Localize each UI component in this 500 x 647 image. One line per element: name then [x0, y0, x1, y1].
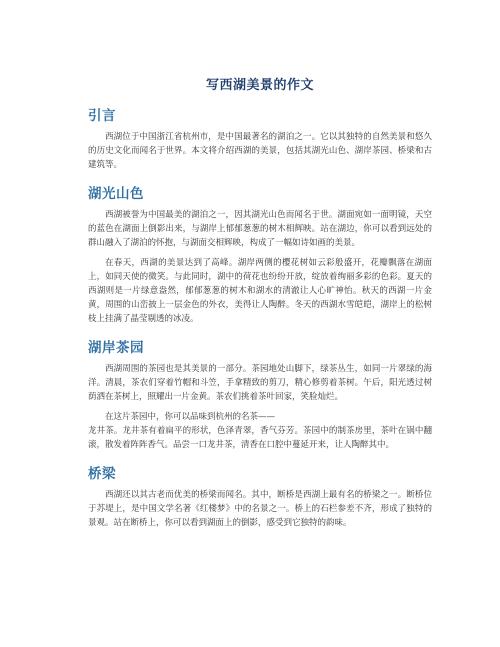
section-heading: 桥梁 [88, 466, 116, 482]
paragraph: 西湖周围的茶园也是其美景的一部分。茶园地处山脚下，绿茶丛生，如同一片翠绿的海洋。清晨，茶农们穿着竹帽和斗笠，手拿精致的剪刀，精心修剪着茶树。午后，阳光透过树荫洒在茶树上，照耀出一片金黄。茶农们挑着茶叶回家，笑脸灿烂。 [88, 364, 432, 402]
section-bridges [88, 462, 432, 530]
paragraph: 西湖被誉为中国最美的湖泊之一，因其湖光山色而闻名于世。湖面宛如一面明镜，天空的蓝色在湖面上倒影出来，与湖岸上郁郁葱葱的树木相辉映。站在湖边，你可以看到远处的群山融入了湖泊的怀抱，与湖面交相辉映，构成了一幅如诗如画的美景。 [88, 210, 432, 248]
document-title: 写西湖美景的作文 [205, 78, 314, 93]
section-tea-garden [88, 336, 432, 452]
section-heading: 引言 [88, 108, 116, 124]
section-lake-scenery [88, 182, 432, 326]
section-intro [88, 104, 432, 172]
section-heading: 湖岸茶园 [88, 340, 144, 356]
paragraph: 在春天，西湖的美景达到了高峰。湖岸两侧的樱花树如云彩般盛开，花瓣飘落在湖面上，如同天使的微笑。与此同时，湖中的荷花也纷纷开放，绽放着绚丽多彩的色彩。夏天的西湖则是一片绿意盎然，郁郁葱葱的树木和湖水的清澈让人心旷神怡。秋天的西湖一片金黄，周围的山峦披上一层金色的外衣，美得让人陶醉。冬天的西湖水雪皑皑，湖岸上的松树枝上挂满了晶莹剔透的冰凌。 [88, 258, 432, 324]
section-heading: 湖光山色 [88, 186, 144, 202]
paragraph: 在这片茶园中，你可以品味到杭州的名茶—— [105, 412, 276, 422]
paragraph: 龙井茶。龙井茶有着扁平的形状，色泽青翠，香气芬芳。茶园中的制茶房里，茶叶在锅中翻滚，散发着阵阵香气。品尝一口龙井茶，清香在口腔中蔓延开来，让人陶醉其中。 [88, 426, 432, 450]
paragraph: 西湖位于中国浙江省杭州市，是中国最著名的湖泊之一。它以其独特的自然美景和悠久的历史文化而闻名于世界。本文将介绍西湖的美景，包括其湖光山色、湖岸茶园、桥梁和古建筑等。 [88, 132, 432, 170]
paragraph: 西湖还以其古老而优美的桥梁而闻名。其中，断桥是西湖上最有名的桥梁之一。断桥位于苏堤上，是中国文学名著《红楼梦》中的名景之一。桥上的石栏参差不齐，形成了独特的景观。站在断桥上，你可以看到湖面上的倒影，感受到它独特的韵味。 [88, 490, 432, 528]
document-page [88, 74, 432, 540]
